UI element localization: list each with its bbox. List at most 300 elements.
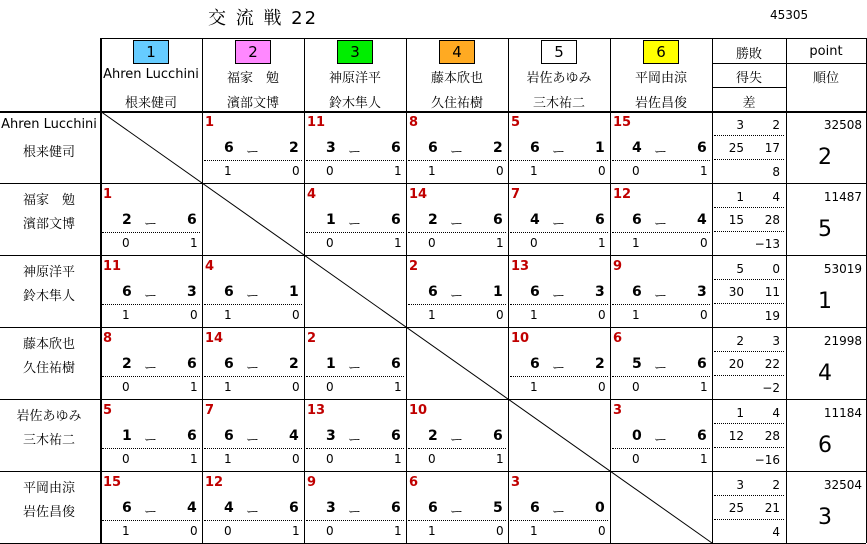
match-win: 1 [122, 524, 130, 538]
match-loss: 0 [292, 164, 300, 178]
match-order-number: 11 [307, 115, 326, 130]
stat-games-against: 21 [764, 501, 780, 515]
stat-rank: 1 [818, 289, 832, 314]
score-own: 6 [530, 500, 540, 516]
row-player-name2: 岩佐昌俊 [22, 505, 75, 520]
match-loss: 0 [292, 308, 300, 322]
score-dash: ー [246, 289, 260, 304]
match-order-number: 1 [103, 187, 113, 202]
dotted-separator [714, 423, 784, 424]
match-win: 0 [122, 236, 130, 250]
score-opponent: 4 [289, 428, 299, 444]
score-opponent: 6 [595, 212, 605, 228]
match-loss: 1 [292, 524, 300, 538]
match-win: 1 [530, 308, 538, 322]
score-dash: ー [144, 289, 158, 304]
match-loss: 1 [496, 452, 504, 466]
score-opponent: 6 [493, 428, 503, 444]
score-dash: ー [654, 217, 668, 232]
score-own: 6 [428, 140, 438, 156]
dotted-separator [204, 160, 302, 161]
dotted-separator [612, 160, 710, 161]
dotted-separator [306, 376, 404, 377]
score-own: 6 [632, 284, 642, 300]
stat-diff: −2 [762, 381, 780, 395]
match-order-number: 11 [103, 259, 122, 274]
match-loss: 0 [190, 308, 198, 322]
match-loss: 1 [394, 164, 402, 178]
dotted-separator [714, 231, 784, 232]
score-dash: ー [450, 289, 464, 304]
page-title: 交 流 戦 22 [208, 8, 319, 29]
score-dash: ー [450, 505, 464, 520]
score-own: 6 [530, 284, 540, 300]
match-loss: 1 [700, 164, 708, 178]
stat-rank: 2 [818, 145, 832, 170]
score-own: 3 [326, 428, 336, 444]
stat-point: 53019 [823, 262, 862, 276]
score-opponent: 6 [289, 500, 299, 516]
dotted-separator [408, 232, 506, 233]
score-own: 6 [224, 284, 234, 300]
score-opponent: 4 [697, 212, 707, 228]
match-loss: 0 [496, 308, 504, 322]
score-own: 3 [326, 500, 336, 516]
match-order-number: 6 [613, 331, 623, 346]
column-player-name1: 福家 勉 [226, 71, 279, 86]
match-order-number: 4 [307, 187, 317, 202]
score-own: 6 [224, 356, 234, 372]
dotted-separator [510, 376, 608, 377]
match-win: 1 [224, 308, 232, 322]
match-order-number: 15 [613, 115, 632, 130]
dotted-separator [714, 447, 784, 448]
score-own: 6 [122, 284, 132, 300]
score-opponent: 6 [391, 356, 401, 372]
match-win: 1 [122, 308, 130, 322]
score-opponent: 6 [187, 428, 197, 444]
dotted-separator [510, 304, 608, 305]
match-win: 1 [224, 452, 232, 466]
match-order-number: 6 [409, 475, 419, 490]
stat-losses: 4 [772, 190, 780, 204]
header-gain-loss: 得失 [735, 71, 762, 86]
match-order-number: 14 [205, 331, 224, 346]
dotted-separator [714, 135, 784, 136]
stat-losses: 2 [772, 478, 780, 492]
score-opponent: 6 [493, 212, 503, 228]
stat-games-for: 15 [728, 213, 744, 227]
dotted-separator [714, 207, 784, 208]
stat-diff: −16 [754, 453, 780, 467]
match-win: 0 [326, 236, 334, 250]
score-dash: ー [246, 361, 260, 376]
match-order-number: 10 [511, 331, 530, 346]
match-win: 0 [326, 164, 334, 178]
stat-games-against: 17 [764, 141, 780, 155]
score-opponent: 6 [697, 140, 707, 156]
score-own: 6 [122, 500, 132, 516]
row-player-name1: 神原洋平 [22, 265, 75, 280]
player-number-badge: 3 [337, 40, 373, 64]
dotted-separator [306, 232, 404, 233]
match-loss: 0 [700, 308, 708, 322]
score-dash: ー [552, 145, 566, 160]
score-dash: ー [552, 505, 566, 520]
match-order-number: 12 [205, 475, 224, 490]
row-player-name2: 三木祐二 [22, 433, 75, 448]
match-win: 0 [326, 452, 334, 466]
header-rank: 順位 [812, 71, 839, 86]
dotted-separator [306, 160, 404, 161]
match-loss: 1 [190, 236, 198, 250]
match-order-number: 5 [511, 115, 521, 130]
dotted-separator [306, 520, 404, 521]
score-dash: ー [144, 433, 158, 448]
stat-diff: −13 [754, 237, 780, 251]
column-player-name2: 鈴木隼人 [328, 96, 381, 111]
score-own: 2 [428, 212, 438, 228]
score-own: 4 [632, 140, 642, 156]
score-dash: ー [654, 289, 668, 304]
match-loss: 1 [394, 524, 402, 538]
score-own: 2 [428, 428, 438, 444]
stat-rank: 5 [818, 217, 832, 242]
player-number-badge: 6 [643, 40, 679, 64]
stat-diff: 8 [772, 165, 780, 179]
score-dash: ー [654, 361, 668, 376]
row-player-name2: 鈴木隼人 [22, 289, 75, 304]
score-opponent: 6 [697, 428, 707, 444]
match-loss: 1 [598, 236, 606, 250]
header-point: point [809, 44, 843, 59]
dotted-separator [408, 160, 506, 161]
score-opponent: 1 [493, 284, 503, 300]
match-order-number: 14 [409, 187, 428, 202]
match-win: 0 [428, 452, 436, 466]
score-dash: ー [348, 145, 362, 160]
match-win: 0 [326, 380, 334, 394]
match-loss: 0 [598, 380, 606, 394]
score-own: 6 [224, 428, 234, 444]
stat-games-for: 30 [728, 285, 744, 299]
score-opponent: 1 [289, 284, 299, 300]
score-opponent: 0 [595, 500, 605, 516]
stat-losses: 4 [772, 406, 780, 420]
stat-losses: 0 [772, 262, 780, 276]
match-win: 0 [632, 452, 640, 466]
match-loss: 0 [700, 236, 708, 250]
score-dash: ー [348, 505, 362, 520]
score-dash: ー [144, 505, 158, 520]
stat-point: 11487 [823, 190, 862, 204]
match-order-number: 12 [613, 187, 632, 202]
score-own: 4 [224, 500, 234, 516]
dotted-separator [102, 376, 200, 377]
match-win: 1 [224, 380, 232, 394]
match-win: 1 [428, 308, 436, 322]
score-dash: ー [144, 217, 158, 232]
stat-wins: 3 [736, 478, 744, 492]
stat-wins: 3 [736, 118, 744, 132]
dotted-separator [408, 520, 506, 521]
dotted-separator [408, 448, 506, 449]
score-own: 6 [632, 212, 642, 228]
score-own: 6 [530, 140, 540, 156]
match-win: 1 [224, 164, 232, 178]
match-order-number: 7 [205, 403, 215, 418]
match-order-number: 10 [409, 403, 428, 418]
header-diff: 差 [742, 96, 756, 111]
match-loss: 1 [496, 236, 504, 250]
match-win: 1 [428, 524, 436, 538]
match-win: 1 [632, 236, 640, 250]
score-own: 6 [428, 284, 438, 300]
stat-wins: 1 [736, 406, 744, 420]
match-win: 1 [530, 380, 538, 394]
match-loss: 1 [394, 236, 402, 250]
stat-wins: 5 [736, 262, 744, 276]
score-dash: ー [348, 361, 362, 376]
match-order-number: 5 [103, 403, 113, 418]
match-order-number: 1 [205, 115, 215, 130]
match-order-number: 8 [409, 115, 419, 130]
match-order-number: 2 [409, 259, 419, 274]
score-opponent: 1 [595, 140, 605, 156]
column-player-name1: 平岡由涼 [634, 71, 687, 86]
match-win: 1 [530, 164, 538, 178]
score-dash: ー [450, 217, 464, 232]
stat-games-for: 12 [728, 429, 744, 443]
score-opponent: 6 [391, 212, 401, 228]
match-order-number: 9 [307, 475, 317, 490]
score-opponent: 5 [493, 500, 503, 516]
row-player-name1: 福家 勉 [22, 193, 75, 208]
stat-point: 21998 [823, 334, 862, 348]
score-dash: ー [348, 217, 362, 232]
score-dash: ー [654, 145, 668, 160]
player-number-badge: 4 [439, 40, 475, 64]
score-own: 6 [530, 356, 540, 372]
dotted-separator [714, 375, 784, 376]
score-dash: ー [246, 145, 260, 160]
dotted-separator [204, 376, 302, 377]
dotted-separator [408, 304, 506, 305]
match-loss: 1 [394, 452, 402, 466]
column-player-name1: 岩佐あゆみ [526, 71, 592, 86]
match-loss: 1 [700, 380, 708, 394]
score-opponent: 2 [289, 356, 299, 372]
match-loss: 0 [496, 524, 504, 538]
dotted-separator [306, 448, 404, 449]
dotted-separator [612, 376, 710, 377]
stat-games-against: 28 [764, 429, 780, 443]
row-player-name2: 久住祐樹 [22, 361, 75, 376]
score-dash: ー [246, 433, 260, 448]
match-loss: 0 [598, 308, 606, 322]
match-order-number: 9 [613, 259, 623, 274]
score-dash: ー [144, 361, 158, 376]
stat-point: 32504 [823, 478, 862, 492]
column-player-name2: 三木祐二 [532, 96, 585, 111]
match-loss: 0 [190, 524, 198, 538]
sheet-code: 45305 [770, 8, 809, 22]
score-dash: ー [450, 145, 464, 160]
stat-rank: 6 [818, 433, 832, 458]
column-player-name2: 根来健司 [124, 96, 177, 111]
match-loss: 0 [292, 452, 300, 466]
match-loss: 0 [598, 164, 606, 178]
column-player-name2: 岩佐昌俊 [634, 96, 687, 111]
score-opponent: 6 [391, 500, 401, 516]
score-own: 1 [122, 428, 132, 444]
stat-games-against: 28 [764, 213, 780, 227]
stat-losses: 3 [772, 334, 780, 348]
row-player-name1: 岩佐あゆみ [16, 409, 82, 424]
stat-rank: 3 [818, 505, 832, 530]
match-order-number: 3 [511, 475, 521, 490]
dotted-separator [714, 351, 784, 352]
dotted-separator [510, 520, 608, 521]
match-order-number: 3 [613, 403, 623, 418]
match-order-number: 7 [511, 187, 521, 202]
score-dash: ー [552, 361, 566, 376]
match-loss: 0 [598, 524, 606, 538]
match-loss: 0 [292, 380, 300, 394]
score-dash: ー [348, 433, 362, 448]
column-player-name1: 神原洋平 [328, 71, 381, 86]
match-order-number: 15 [103, 475, 122, 490]
score-opponent: 3 [595, 284, 605, 300]
row-player-name1: 藤本欣也 [22, 337, 75, 352]
match-order-number: 13 [511, 259, 530, 274]
stat-games-against: 22 [764, 357, 780, 371]
dotted-separator [204, 448, 302, 449]
match-order-number: 8 [103, 331, 113, 346]
stat-point: 11184 [823, 406, 862, 420]
match-win: 0 [326, 524, 334, 538]
match-order-number: 13 [307, 403, 326, 418]
score-own: 5 [632, 356, 642, 372]
score-opponent: 2 [595, 356, 605, 372]
dotted-separator [510, 160, 608, 161]
match-loss: 1 [190, 380, 198, 394]
match-win: 0 [632, 380, 640, 394]
score-opponent: 3 [187, 284, 197, 300]
dotted-separator [510, 232, 608, 233]
row-player-name2: 濱部文博 [22, 217, 75, 232]
score-dash: ー [246, 505, 260, 520]
score-opponent: 3 [697, 284, 707, 300]
score-own: 0 [632, 428, 642, 444]
dotted-separator [102, 232, 200, 233]
player-number-badge: 1 [133, 40, 169, 64]
stat-wins: 2 [736, 334, 744, 348]
match-order-number: 2 [307, 331, 317, 346]
match-win: 1 [530, 524, 538, 538]
match-win: 0 [122, 380, 130, 394]
score-opponent: 2 [289, 140, 299, 156]
player-number-badge: 5 [541, 40, 577, 64]
dotted-separator [612, 232, 710, 233]
score-opponent: 4 [187, 500, 197, 516]
dotted-separator [204, 304, 302, 305]
dotted-separator [714, 159, 784, 160]
dotted-separator [204, 520, 302, 521]
stat-games-for: 20 [728, 357, 744, 371]
score-opponent: 2 [493, 140, 503, 156]
stat-diff: 19 [764, 309, 780, 323]
score-opponent: 6 [697, 356, 707, 372]
stat-games-against: 11 [764, 285, 780, 299]
dotted-separator [714, 495, 784, 496]
match-win: 1 [428, 164, 436, 178]
score-own: 6 [224, 140, 234, 156]
dotted-separator [714, 303, 784, 304]
stat-rank: 4 [818, 361, 832, 386]
column-player-name2: 久住祐樹 [430, 96, 483, 111]
score-own: 6 [428, 500, 438, 516]
stat-point: 32508 [823, 118, 862, 132]
match-loss: 1 [700, 452, 708, 466]
score-dash: ー [552, 289, 566, 304]
score-own: 4 [530, 212, 540, 228]
match-win: 0 [428, 236, 436, 250]
score-opponent: 6 [187, 212, 197, 228]
score-dash: ー [450, 433, 464, 448]
match-loss: 0 [496, 164, 504, 178]
dotted-separator [612, 448, 710, 449]
column-player-name2: 濱部文博 [226, 96, 279, 111]
match-win: 0 [632, 164, 640, 178]
score-opponent: 6 [391, 428, 401, 444]
dotted-separator [102, 448, 200, 449]
score-own: 2 [122, 356, 132, 372]
stat-games-for: 25 [728, 501, 744, 515]
stat-wins: 1 [736, 190, 744, 204]
score-opponent: 6 [187, 356, 197, 372]
stat-diff: 4 [772, 525, 780, 539]
row-player-name1: Ahren Lucchini [1, 117, 97, 132]
column-player-name1: Ahren Lucchini [103, 67, 199, 82]
match-win: 0 [224, 524, 232, 538]
row-player-name2: 根来健司 [22, 145, 75, 160]
row-player-name1: 平岡由涼 [22, 481, 75, 496]
match-loss: 1 [394, 380, 402, 394]
column-player-name1: 藤本欣也 [430, 71, 483, 86]
dotted-separator [102, 520, 200, 521]
score-own: 1 [326, 356, 336, 372]
match-win: 1 [632, 308, 640, 322]
score-own: 3 [326, 140, 336, 156]
dotted-separator [102, 304, 200, 305]
dotted-separator [714, 519, 784, 520]
score-opponent: 6 [391, 140, 401, 156]
score-dash: ー [654, 433, 668, 448]
match-order-number: 4 [205, 259, 215, 274]
match-win: 0 [122, 452, 130, 466]
score-own: 2 [122, 212, 132, 228]
score-dash: ー [552, 217, 566, 232]
stat-losses: 2 [772, 118, 780, 132]
score-own: 1 [326, 212, 336, 228]
dotted-separator [714, 279, 784, 280]
match-win: 0 [530, 236, 538, 250]
dotted-separator [612, 304, 710, 305]
player-number-badge: 2 [235, 40, 271, 64]
stat-games-for: 25 [728, 141, 744, 155]
header-win-loss: 勝敗 [735, 47, 762, 62]
